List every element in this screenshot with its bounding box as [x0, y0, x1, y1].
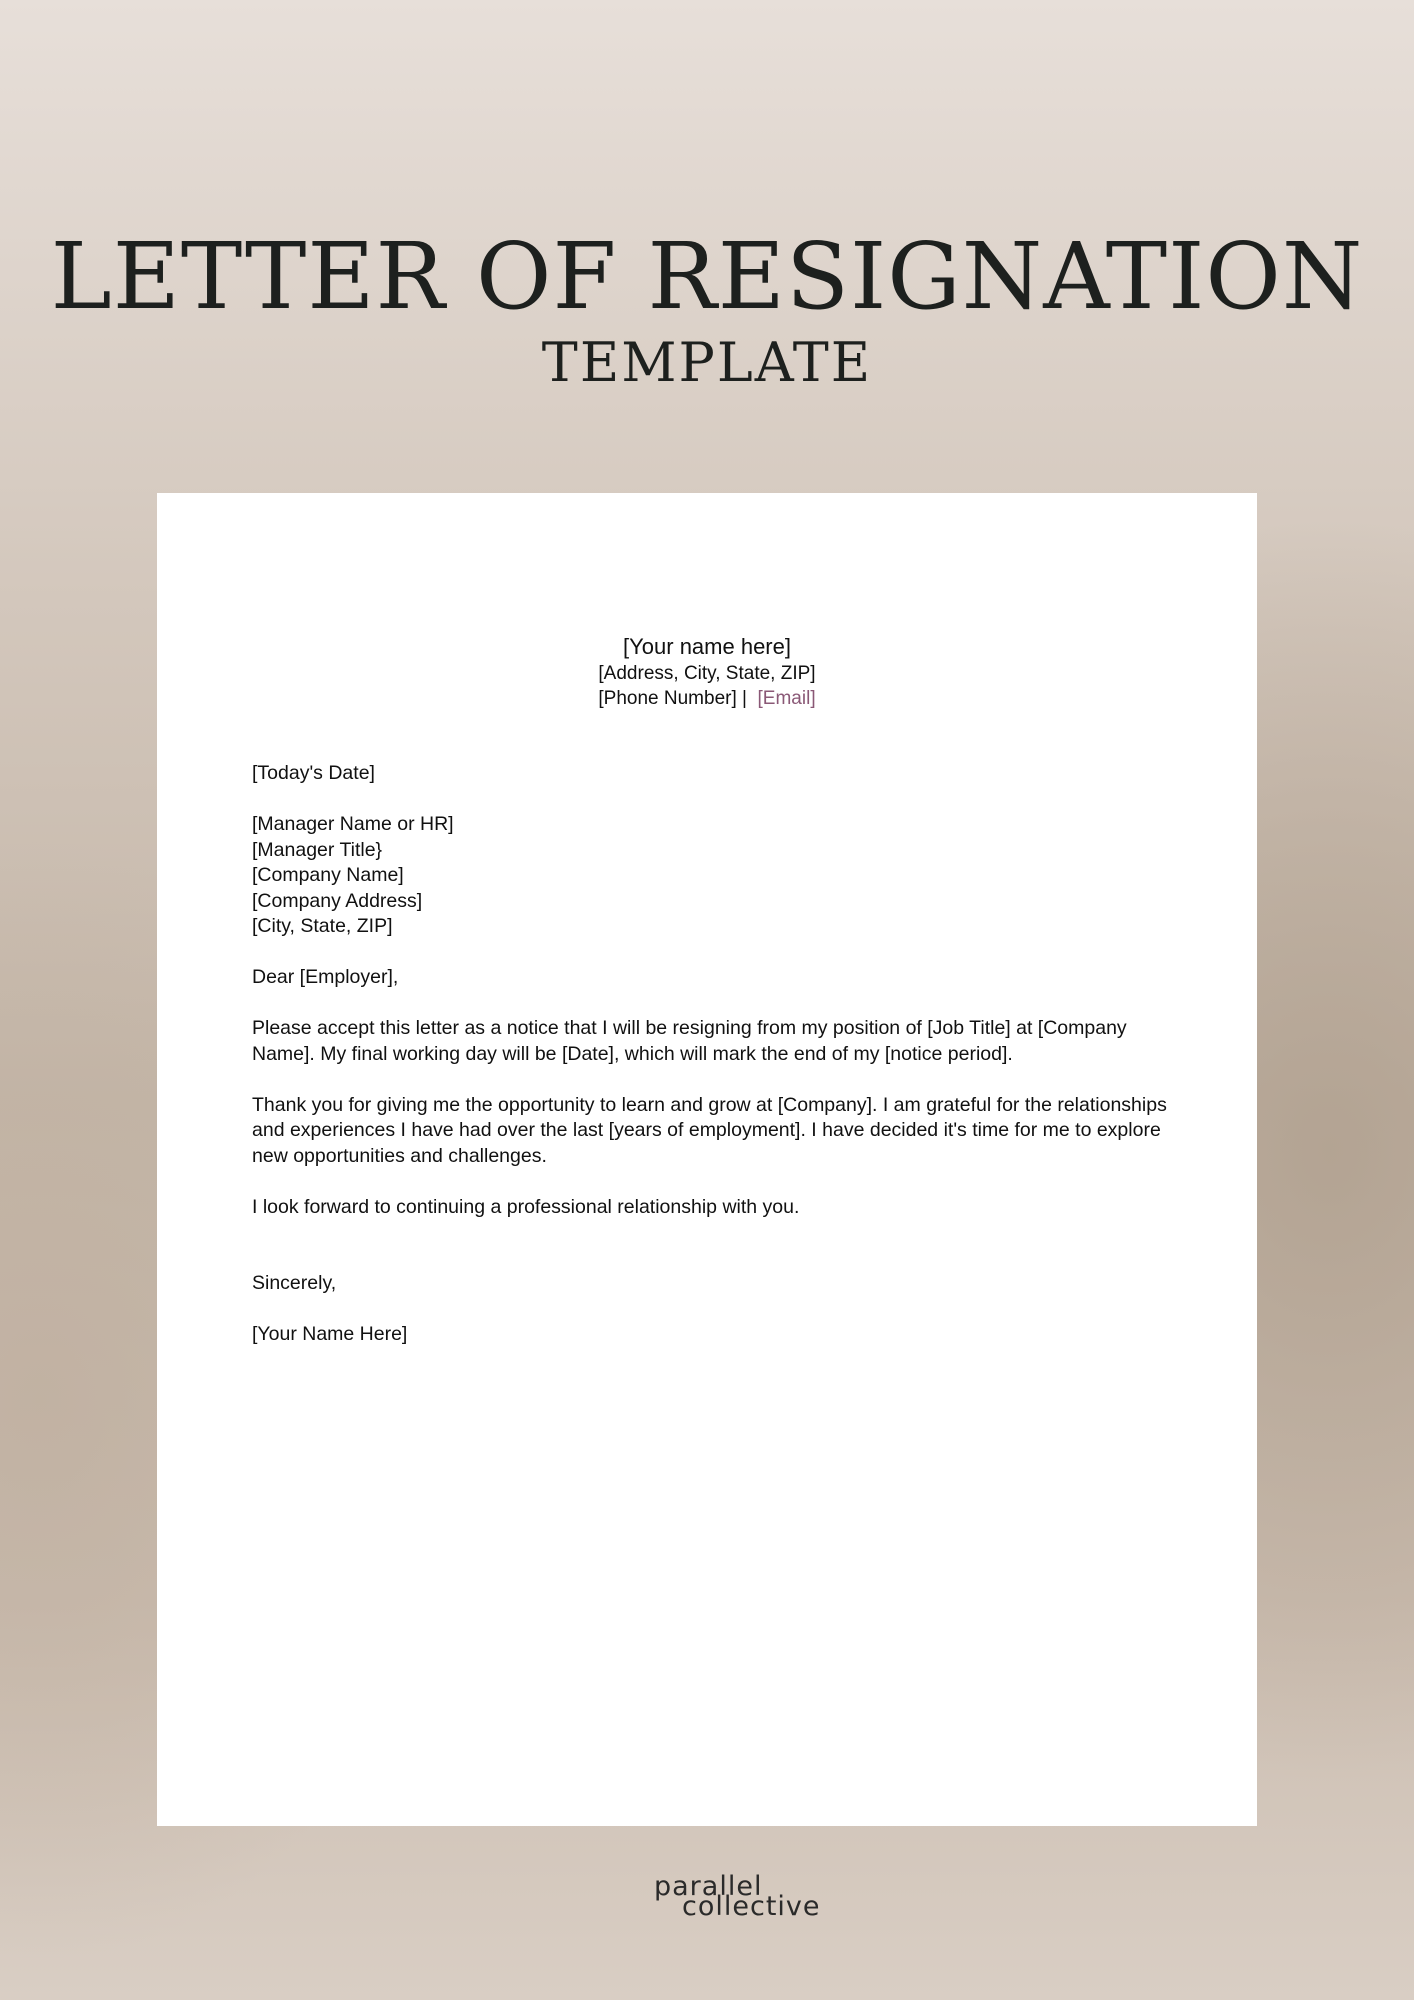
- recipient-line: [Manager Title}: [252, 838, 383, 861]
- sender-email-link[interactable]: [Email]: [757, 688, 816, 709]
- page-title: LETTER OF RESIGNATION: [50, 223, 1364, 330]
- brand-logo-line2: collective: [682, 1891, 821, 1922]
- letter-body: [252, 761, 1192, 1373]
- sender-contact: [157, 686, 1257, 711]
- body-paragraph: I look forward to continuing a professional relationship with you.: [252, 1195, 800, 1218]
- letter-sheet: [157, 493, 1257, 1826]
- sender-address: [Address, City, State, ZIP]: [598, 663, 816, 684]
- closing: Sincerely,: [252, 1272, 337, 1294]
- letter-date: [Today's Date]: [252, 762, 375, 784]
- recipient-line: [Company Name]: [252, 864, 404, 886]
- body-paragraph: Thank you for giving me the opportunity to learn and grow at [Company]. I am grateful for the relationships and experiences I have had over the last [years of employment]. I have decided it's time for me to explore new opportunities and challenges.: [252, 1093, 1167, 1167]
- brand-logo-line1: parallel: [654, 1871, 763, 1902]
- recipient-line: [Company Address]: [252, 889, 423, 912]
- sender-name: [Your name here]: [623, 634, 791, 659]
- brand-logo: [640, 1872, 820, 1922]
- recipient-block: [252, 812, 1192, 940]
- body-paragraph: Please accept this letter as a notice that I will be resigning from my position of [Job Title] at [Company Name]. My final working day will be [Date], which will mark the end of my [notice period].: [252, 1017, 1127, 1065]
- page-subtitle: TEMPLATE: [541, 331, 873, 394]
- salutation: Dear [Employer],: [252, 966, 399, 988]
- sender-phone: [Phone Number] |: [598, 688, 753, 709]
- recipient-line: [City, State, ZIP]: [252, 915, 393, 937]
- recipient-line: [Manager Name or HR]: [252, 813, 454, 835]
- sender-block: [157, 633, 1257, 711]
- signature: [Your Name Here]: [252, 1323, 408, 1345]
